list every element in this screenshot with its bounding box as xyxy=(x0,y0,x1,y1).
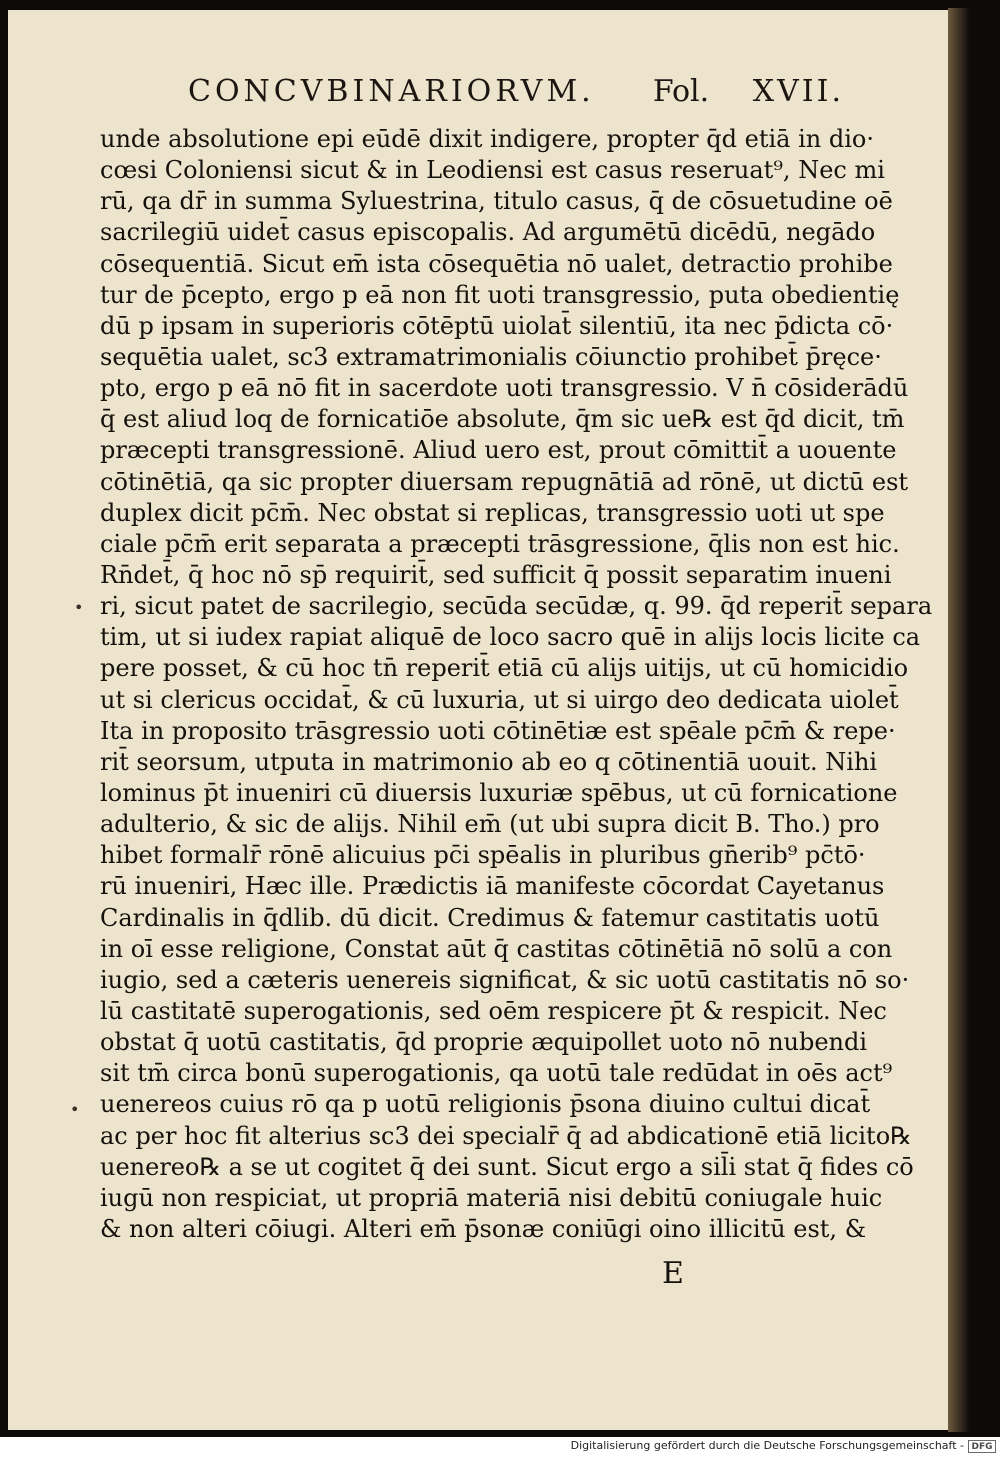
text-line: uenereo℞ a se ut cogitet q̄ dei sunt. Sicut ergo a sil̄i stat q̄ fides cō xyxy=(100,1152,914,1181)
text-line: pto, ergo p eā nō fit in sacerdote uoti transgressio. V n̄ cōsiderādū xyxy=(100,374,909,403)
text-line: ri, sicut patet de sacrilegio, secūda secūdæ, q. 99. q̄d reperit̄ separa xyxy=(100,592,933,621)
text-line: pere posset, & cū hoc tn̄ reperit̄ etiā cū alijs uitijs, ut cū homicidio xyxy=(100,654,909,683)
running-head xyxy=(182,74,844,118)
text-line: iugū non respiciat, ut propriā materiā nisi debitū coniugale huic xyxy=(100,1183,883,1212)
text-line: sit tm̄ circa bonū superogationis, qa uotū tale redūdat in oēs act⁹ xyxy=(100,1059,893,1088)
text-line: in oī esse religione, Constat aūt q̄ castitas cōtinētiā nō solū a con xyxy=(100,934,893,963)
text-line: Ita in proposito trāsgressio uoti cōtinētiæ est spēale pc̄m̄ & repe· xyxy=(100,716,896,745)
text-line: adulterio, & sic de alijs. Nihil em̄ (ut ubi supra dicit B. Tho.) pro xyxy=(100,810,880,839)
text-line: cōtinētiā, qa sic propter diuersam repugnātiā ad rōnē, ut dictū est xyxy=(100,467,909,496)
text-block xyxy=(100,124,933,1245)
text-line: duplex dicit pc̄m̄. Nec obstat si replicas, transgressio uoti ut spe xyxy=(100,498,885,527)
folio-label: Fol. xyxy=(652,74,710,109)
text-line: Cardinalis in q̄dlib. dū dicit. Credimus & fatemur castitatis uotū xyxy=(100,903,880,932)
text-line: unde absolutione epi eūdē dixit indigere, propter q̄d etiā in dio· xyxy=(100,125,874,153)
text-line: sacrilegiū uidet̄ casus episcopalis. Ad argumētū dicēdū, negādo xyxy=(100,218,876,247)
margin-ink-mark: • xyxy=(70,1100,80,1119)
text-line: cōsequentiā. Sicut em̄ ista cōsequētia nō ualet, detractio prohibe xyxy=(100,249,893,278)
text-line: præcepti transgressionē. Aliud uero est, prout cōmittit̄ a uouente xyxy=(100,436,897,465)
digitization-credit-strip xyxy=(0,1437,1000,1457)
text-line: iugio, sed a cæteris uenereis significat, & sic uotū castitatis nō so· xyxy=(100,965,910,994)
margin-ink-mark: • xyxy=(74,598,84,617)
text-line: cœsi Coloniensi sicut & in Leodiensi est casus reseruat⁹, Nec mi xyxy=(100,156,885,185)
text-line: tur de p̄cepto, ergo p eā non fit uoti transgressio, puta obedientię xyxy=(100,280,900,309)
text-line: rū, qa dr̄ in summa Syluestrina, titulo casus, q̄ de cōsuetudine oē xyxy=(100,187,893,216)
text-line: tim, ut si iudex rapiat aliquē de loco sacro quē in alijs locis licite ca xyxy=(100,623,921,652)
text-line: rū inueniri, Hæc ille. Prædictis iā manifeste cōcordat Cayetanus xyxy=(100,872,885,901)
text-line: sequētia ualet, sc3 extramatrimonialis cōiunctio prohibet̄ p̄ręce· xyxy=(100,342,882,371)
text-line: Rn̄det̄, q̄ hoc nō sp̄ requirit̄, sed sufficit q̄ possit separatim inueni xyxy=(100,560,892,589)
text-line: lominus p̄t inueniri cū diuersis luxuriæ spēbus, ut cū fornicatione xyxy=(100,778,898,807)
text-line: ac per hoc fit alterius sc3 dei specialr̄ q̄ ad abdicationē etiā licito℞ xyxy=(100,1121,912,1150)
text-line: ut si clericus occidat̄, & cū luxuria, ut si uirgo deo dedicata uiolet̄ xyxy=(100,685,899,714)
digitization-credit: Digitalisierung gefördert durch die Deutsche Forschungsgemeinschaft - xyxy=(570,1439,964,1452)
text-line: uenereos cuius rō qa p uotū religionis p̄sona diuino cultui dicat̄ xyxy=(100,1090,871,1119)
signature-mark: E xyxy=(662,1256,684,1291)
text-line: ciale pc̄m̄ erit separata a præcepti trāsgressione, q̄lis non est hic. xyxy=(100,529,900,558)
folio-number xyxy=(653,74,844,109)
text-line: lū castitatē superogationis, sed oēm respicere p̄t & respicit. Nec xyxy=(100,996,887,1025)
text-line: dū p ipsam in superioris cōtēptū uiolat̄ silentiū, ita nec p̄dicta cō· xyxy=(100,311,894,340)
text-line: & non alteri cōiugi. Alteri em̄ p̄sonæ coniūgi oino illicitū est, & xyxy=(100,1214,867,1243)
dfg-logo: DFG xyxy=(968,1440,996,1453)
running-title: CONCVBINARIORVM. xyxy=(188,74,595,109)
text-line: hibet formalr̄ rōnē alicuius pc̄i spēalis in pluribus gn̄erib⁹ pc̄tō· xyxy=(100,841,866,870)
text-line: rit̄ seorsum, utputa in matrimonio ab eo q cōtinentiā uouit. Nihi xyxy=(100,747,878,776)
folio-numeral: XVII. xyxy=(752,74,844,109)
page-edge xyxy=(948,8,970,1432)
text-line: obstat q̄ uotū castitatis, q̄d proprie æquipollet uoto nō nubendi xyxy=(100,1028,868,1057)
text-line: q̄ est aliud loq de fornicatiōe absolute, q̄m sic ue℞ est q̄d dicit, tm̄ xyxy=(100,405,905,434)
